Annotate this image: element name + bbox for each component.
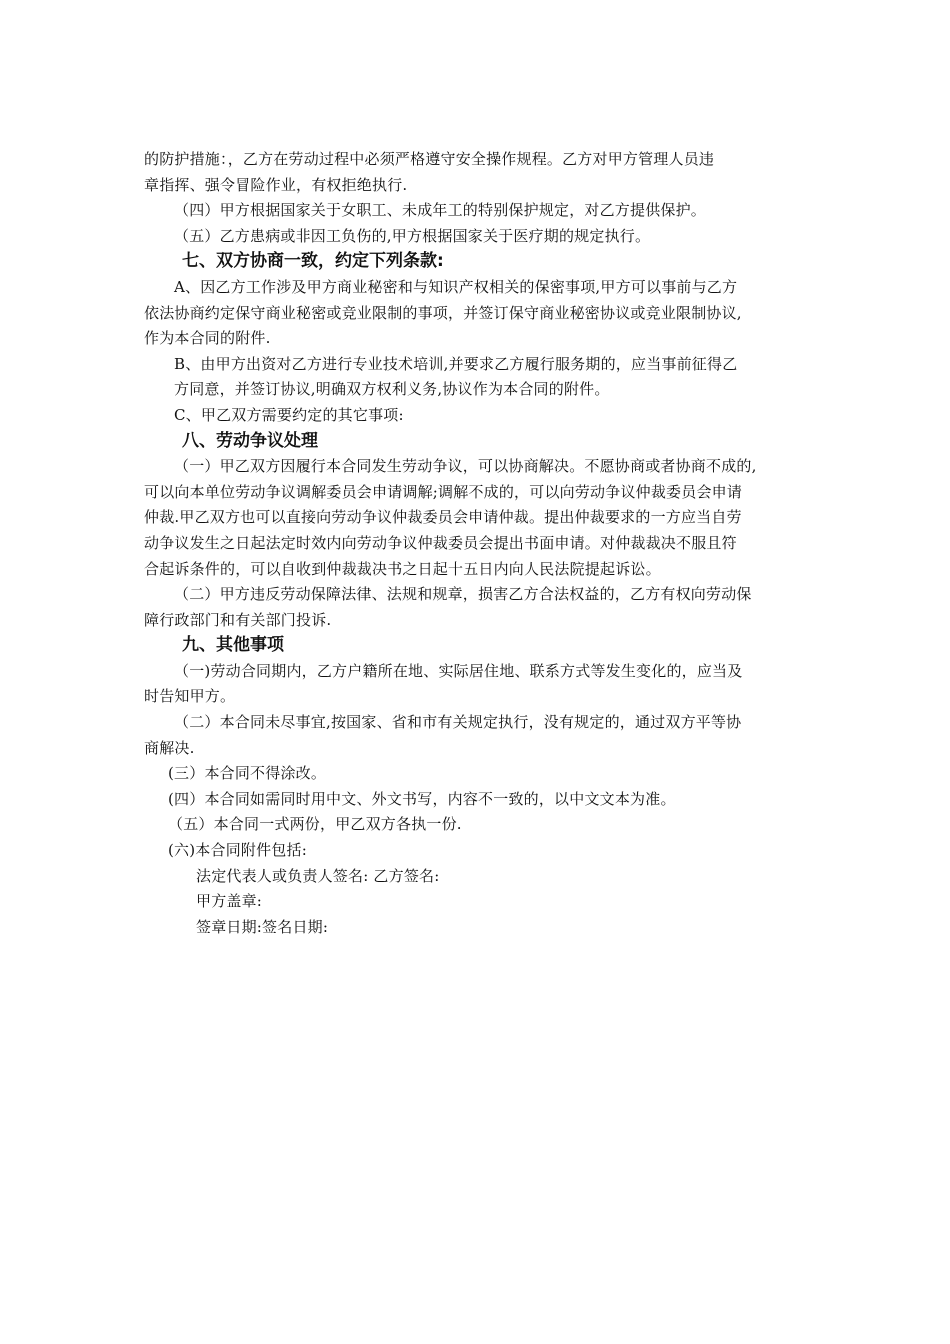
clause-9-3: (三）本合同不得涂改。 xyxy=(168,764,327,783)
clause-9-4: (四）本合同如需同时用中文、外文书写，内容不一致的，以中文文本为准。 xyxy=(168,789,676,808)
clause-9-6: (六)本合同附件包括: xyxy=(168,841,307,860)
body-line: 作为本合同的附件. xyxy=(144,329,271,348)
body-line: 依法协商约定保守商业秘密或竞业限制的事项，并签订保守商业秘密协议或竞业限制协议, xyxy=(144,303,742,322)
clause-b: B、由甲方出资对乙方进行专业技术培训,并要求乙方履行服务期的，应当事前征得乙 xyxy=(174,354,738,373)
body-line: 时告知甲方。 xyxy=(144,687,236,706)
body-line: 仲裁.甲乙双方也可以直接向劳动争议仲裁委员会申请仲裁。提出仲裁要求的一方应当自劳 xyxy=(144,508,742,527)
clause-9-2: （二）本合同未尽事宜,按国家、省和市有关规定执行，没有规定的，通过双方平等协 xyxy=(174,713,742,732)
date-line: 签章日期:签名日期: xyxy=(196,917,329,936)
clause-c: C、甲乙双方需要约定的其它事项: xyxy=(174,405,404,424)
section-8-heading: 八、劳动争议处理 xyxy=(182,430,318,451)
section-7-heading: 七、双方协商一致，约定下列条款: xyxy=(182,251,444,272)
body-line: 动争议发生之日起法定时效内向劳动争议仲裁委员会提出书面申请。对仲裁裁决不服且符 xyxy=(144,533,737,552)
clause-8-2: （二）甲方违反劳动保障法律、法规和规章，损害乙方合法权益的，乙方有权向劳动保 xyxy=(174,585,752,604)
body-line: 合起诉条件的，可以自收到仲裁裁决书之日起十五日内向人民法院提起诉讼。 xyxy=(144,559,661,578)
body-line: 章指挥、强令冒险作业，有权拒绝执行. xyxy=(144,175,408,194)
contract-page-text xyxy=(144,147,816,940)
clause-8-1: （一）甲乙双方因履行本合同发生劳动争议，可以协商解决。不愿协商或者协商不成的, xyxy=(174,457,757,476)
clause-9-5: （五）本合同一式两份，甲乙双方各执一份. xyxy=(168,815,462,834)
body-line: 的防护措施：，乙方在劳动过程中必须严格遵守安全操作规程。乙方对甲方管理人员违 xyxy=(144,150,715,168)
body-line: 方同意，并签订协议,明确双方权利义务,协议作为本合同的附件。 xyxy=(174,380,610,399)
clause-a: A、因乙方工作涉及甲方商业秘密和与知识产权相关的保密事项,甲方可以事前与乙方 xyxy=(174,277,738,296)
section-9-heading: 九、其他事项 xyxy=(182,635,284,656)
signature-line: 法定代表人或负责人签名: 乙方签名: xyxy=(196,866,440,885)
seal-line: 甲方盖章: xyxy=(196,892,263,911)
body-line: 障行政部门和有关部门投诉. xyxy=(144,610,332,629)
body-line: 可以向本单位劳动争议调解委员会申请调解;调解不成的，可以向劳动争议仲裁委员会申请 xyxy=(144,482,743,501)
clause-4: （四）甲方根据国家关于女职工、未成年工的特别保护规定，对乙方提供保护。 xyxy=(174,201,707,220)
clause-9-1: （一)劳动合同期内，乙方户籍所在地、实际居住地、联系方式等发生变化的，应当及 xyxy=(174,661,743,680)
body-line: 商解决. xyxy=(144,738,195,757)
clause-5: （五）乙方患病或非因工负伤的,甲方根据国家关于医疗期的规定执行。 xyxy=(174,226,651,245)
